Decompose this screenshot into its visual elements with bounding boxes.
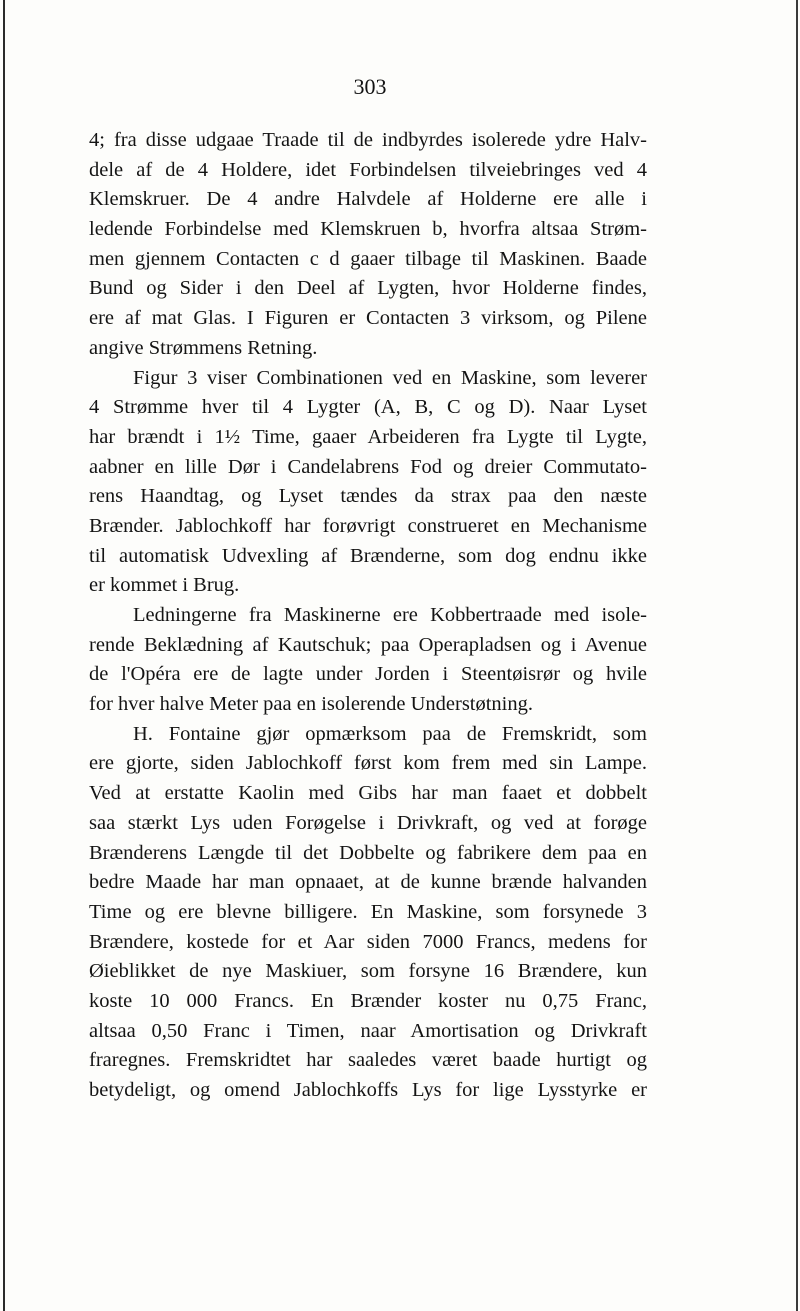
text-line: koste 10 000 Francs. En Brænder koster nu 0,75 Franc,	[89, 989, 647, 1012]
text-line: Klemskruer. De 4 andre Halvdele af Holderne ere alle i	[89, 188, 647, 211]
scan-edge-left	[3, 0, 5, 1311]
text-line: for hver halve Meter paa en isolerende Understøtning.	[89, 693, 534, 716]
text-line: ere gjorte, siden Jablochkoff først kom frem med sin Lampe.	[89, 752, 647, 775]
text-line: Brænder. Jablochkoff har forøvrigt construeret en Mechanisme	[89, 514, 647, 537]
text-line: saa stærkt Lys uden Forøgelse i Drivkraft, og ved at forøge	[89, 811, 647, 834]
paragraph	[89, 720, 647, 1106]
text-line: ledende Forbindelse med Klemskruen b, hvorfra altsaa Strøm-	[89, 218, 647, 241]
body-text	[89, 126, 647, 1106]
scan-edge-right	[796, 0, 798, 1311]
text-line: bedre Maade har man opnaaet, at de kunne brænde halvanden	[89, 871, 647, 894]
text-line: H. Fontaine gjør opmærksom paa de Fremskridt, som	[133, 722, 647, 745]
paragraph	[89, 126, 647, 364]
text-line: Brændere, kostede for et Aar siden 7000 Francs, medens for	[89, 930, 647, 953]
text-line: betydeligt, og omend Jablochkoffs Lys for lige Lysstyrke er	[89, 1079, 647, 1101]
text-line: rens Haandtag, og Lyset tændes da strax paa den næste	[89, 485, 647, 508]
text-line: har brændt i 1½ Time, gaaer Arbeideren fra Lygte til Lygte,	[89, 425, 647, 448]
text-line: de l'Opéra ere de lagte under Jorden i Steentøisrør og hvile	[89, 663, 647, 686]
text-line: Ledningerne fra Maskinerne ere Kobbertraade med isole-	[133, 604, 647, 626]
paragraph	[89, 364, 647, 602]
page-number: 303	[353, 74, 387, 99]
text-line: ere af mat Glas. I Figuren er Contacten 3 virksom, og Pilene	[89, 307, 647, 330]
text-line: Brænderens Længde til det Dobbelte og fabrikere dem paa en	[89, 841, 647, 864]
text-line: rende Beklædning af Kautschuk; paa Operapladsen og i Avenue	[89, 633, 647, 656]
text-line: men gjennem Contacten c d gaaer tilbage til Maskinen. Baade	[89, 247, 647, 270]
text-line: Bund og Sider i den Deel af Lygten, hvor Holderne findes,	[89, 277, 647, 300]
text-line: til automatisk Udvexling af Brænderne, som dog endnu ikke	[89, 544, 647, 567]
text-line: 4; fra disse udgaae Traade til de indbyrdes isolerede ydre Halv-	[89, 129, 647, 151]
text-line: dele af de 4 Holdere, idet Forbindelsen tilveiebringes ved 4	[89, 158, 647, 181]
text-line: Øieblikket de nye Maskiuer, som forsyne 16 Brændere, kun	[89, 960, 647, 983]
text-line: Figur 3 viser Combinationen ved en Maskine, som leverer	[133, 366, 647, 389]
paragraph	[89, 601, 647, 720]
text-line: aabner en lille Dør i Candelabrens Fod og dreier Commutato-	[89, 455, 647, 478]
text-line: 4 Strømme hver til 4 Lygter (A, B, C og D). Naar Lyset	[89, 396, 647, 419]
text-line: angive Strømmens Retning.	[89, 336, 318, 359]
text-line: er kommet i Brug.	[89, 574, 240, 597]
text-line: Ved at erstatte Kaolin med Gibs har man faaet et dobbelt	[89, 782, 647, 805]
text-line: Time og ere blevne billigere. En Maskine, som forsynede 3	[89, 900, 647, 923]
text-line: altsaa 0,50 Franc i Timen, naar Amortisation og Drivkraft	[89, 1019, 647, 1042]
text-line: fraregnes. Fremskridtet har saaledes været baade hurtigt og	[89, 1049, 647, 1072]
